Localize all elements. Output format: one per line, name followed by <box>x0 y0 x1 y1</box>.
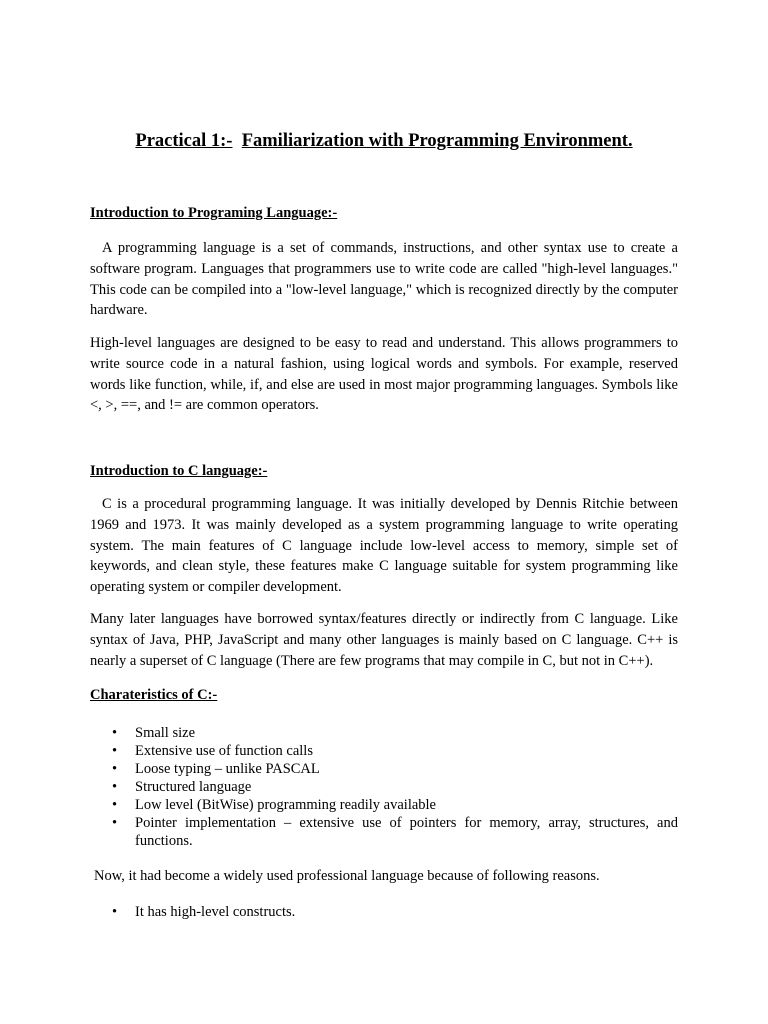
list-item: • It has high-level constructs. <box>112 904 296 920</box>
paragraph-c-definition: C is a procedural programming language. It was initially developed by Dennis Ritchie between 1969 and 1973. It was mainly developed as a system programming language to write operating system. The main features of C language include low-level access to memory, simple set of keywords, and clean style, these features make C language suitable for system programming like operating system or compiler development. <box>90 496 678 596</box>
heading-intro-c: Introduction to C language:- <box>90 463 268 479</box>
characteristics-list <box>112 724 678 850</box>
list-item: • Pointer implementation – extensive use of pointers for memory, array, structures, and functions. <box>112 815 678 849</box>
bullet-icon: • <box>112 725 118 741</box>
paragraph-reasons-intro: Now, it had become a widely used professional language because of following reasons. <box>94 868 600 884</box>
list-item: • Extensive use of function calls <box>112 743 313 759</box>
reasons-list <box>112 903 678 921</box>
paragraph-c-influence: Many later languages have borrowed syntax/features directly or indirectly from C language. Like syntax of Java, PHP, JavaScript and many other languages is mainly based on C language. C++ is nearly a superset of C language (There are few programs that may compile in C, but not in C++). <box>90 611 678 669</box>
bullet-icon: • <box>112 779 118 795</box>
practical-title: Familiarization with Programming Environment. <box>241 131 633 151</box>
bullet-icon: • <box>112 797 118 813</box>
paragraph-programming-definition: A programming language is a set of commands, instructions, and other syntax use to create a software program. Languages that programmers use to write code are called "high-level languages." This code can be compiled into a "low-level language," which is recognized directly by the computer hardware. <box>90 240 678 319</box>
list-item: • Loose typing – unlike PASCAL <box>112 761 320 777</box>
list-item: • Structured language <box>112 779 252 795</box>
heading-characteristics: Charateristics of C:- <box>90 687 218 703</box>
page-title <box>0 131 768 152</box>
paragraph-high-level-languages: High-level languages are designed to be easy to read and understand. This allows programmers to write source code in a natural fashion, using logical words and symbols. For example, reserved words like function, while, if, and else are used in most major programming languages. Symbols like <, >, ==, and != are common operators. <box>90 335 678 414</box>
practical-number: Practical 1:- <box>135 131 233 151</box>
bullet-icon: • <box>112 904 118 920</box>
bullet-icon: • <box>112 815 118 831</box>
list-item: • Small size <box>112 725 196 741</box>
bullet-icon: • <box>112 761 118 777</box>
heading-intro-programming: Introduction to Programing Language:- <box>90 205 338 221</box>
list-item: • Low level (BitWise) programming readily available <box>112 797 436 813</box>
bullet-icon: • <box>112 743 118 759</box>
